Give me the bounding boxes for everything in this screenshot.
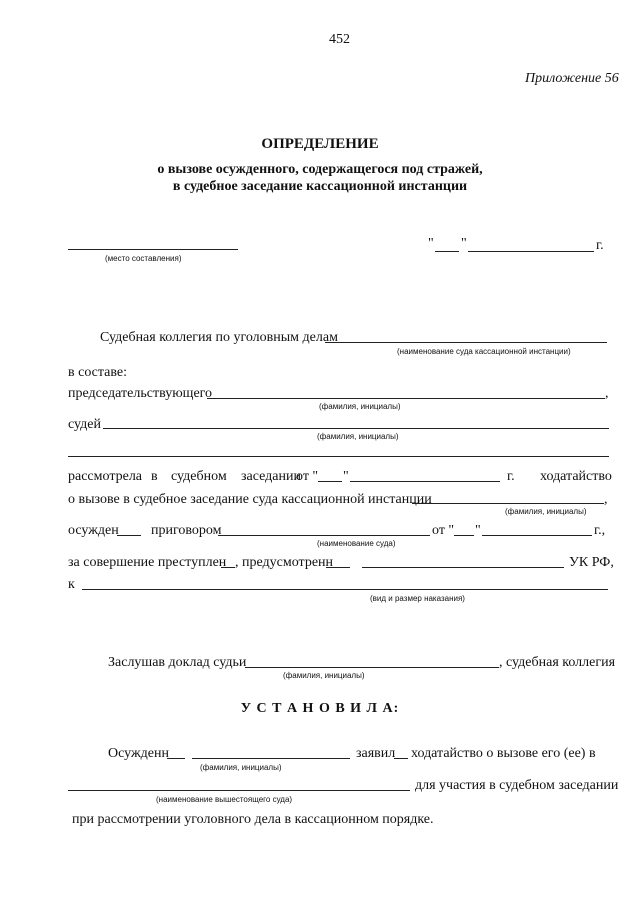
reviewed-day-line[interactable]: [318, 481, 342, 482]
reviewed-word-2: в: [151, 469, 158, 484]
sentence-day-line[interactable]: [454, 535, 474, 536]
chair-label: председательствующего: [68, 386, 213, 401]
reviewed-word-1: рассмотрела: [68, 469, 143, 484]
date-year-suffix: г.: [596, 238, 604, 253]
convict-name-line[interactable]: [192, 758, 350, 759]
crime-label: за совершение преступлен: [68, 555, 227, 570]
judges-line-2[interactable]: [68, 456, 609, 457]
collegium-line[interactable]: [325, 342, 607, 343]
collegium-label: Судебная коллегия по уголовным делам: [100, 330, 338, 345]
convict-label: Осужденн: [108, 746, 169, 761]
document-subtitle-line2: в судебное заседание кассационной инстанции: [172, 179, 468, 194]
report-label: Заслушав доклад судьи: [108, 655, 247, 670]
place-line[interactable]: [68, 249, 238, 250]
provided-label: предусмотренн: [242, 555, 334, 570]
sentence-from: от ": [432, 523, 455, 538]
collegium-caption: (наименование суда кассационной инстанции): [397, 347, 571, 356]
k-punishment-line[interactable]: [82, 589, 608, 590]
date-quote-close: ": [461, 236, 467, 251]
provided-ending-line[interactable]: [326, 567, 350, 568]
chair-end: ,: [605, 386, 609, 401]
chair-caption: (фамилия, инициалы): [319, 402, 401, 411]
composition-label: в составе:: [68, 365, 128, 380]
summon-caption: (фамилия, инициалы): [505, 507, 587, 516]
sentence-quote-close: ": [475, 523, 481, 538]
reviewed-word-3: судебном: [171, 469, 227, 484]
sentence-month-line[interactable]: [482, 535, 592, 536]
crime-article-line[interactable]: [362, 567, 564, 568]
crime-comma: ,: [235, 555, 239, 570]
summon-end: ,: [604, 492, 608, 507]
date-quote-open: ": [428, 236, 434, 251]
sentence-year: г.,: [594, 523, 606, 538]
place-caption: (место составления): [105, 254, 182, 263]
summon-label: о вызове в судебное заседание суда кассационной инстанции: [68, 492, 432, 507]
declared-text: ходатайство о вызове его (ее) в: [411, 746, 596, 761]
higher-court-caption: (наименование вышестоящего суда): [156, 795, 293, 804]
date-month-year-line[interactable]: [468, 251, 594, 252]
sentence-caption: (наименование суда): [317, 539, 396, 548]
report-end: , судебная коллегия: [499, 655, 616, 670]
page-number: 452: [329, 32, 350, 47]
final-text: при рассмотрении уголовного дела в кассационном порядке.: [72, 812, 434, 827]
k-caption: (вид и размер наказания): [370, 594, 465, 603]
date-day-line[interactable]: [435, 251, 459, 252]
crime-code: УК РФ,: [569, 555, 614, 570]
declared-label: заявил: [356, 746, 396, 761]
chair-line[interactable]: [207, 398, 605, 399]
reviewed-month-line[interactable]: [350, 481, 500, 482]
convict-caption: (фамилия, инициалы): [200, 763, 282, 772]
sentence-label: приговором: [151, 523, 222, 538]
reviewed-quote-close: ": [343, 469, 349, 484]
declared-ending-line[interactable]: [394, 758, 408, 759]
judges-caption: (фамилия, инициалы): [317, 432, 399, 441]
document-subtitle-line1: о вызове осужденного, содержащегося под стражей,: [157, 162, 483, 177]
reviewed-from: от ": [296, 469, 319, 484]
higher-court-line[interactable]: [68, 790, 410, 791]
reviewed-petition: ходатайство: [540, 469, 612, 484]
judges-label: судей: [68, 417, 101, 432]
convicted-label: осужден: [68, 523, 119, 538]
crime-ending-line[interactable]: [221, 567, 235, 568]
sentence-court-line[interactable]: [218, 535, 430, 536]
summon-line[interactable]: [412, 503, 604, 504]
appendix-label: Приложение 56: [525, 71, 619, 86]
convict-ending-line[interactable]: [167, 758, 185, 759]
report-judge-line[interactable]: [245, 667, 499, 668]
participation-text: для участия в судебном заседании: [415, 778, 619, 793]
report-caption: (фамилия, инициалы): [283, 671, 365, 680]
document-title: ОПРЕДЕЛЕНИЕ: [261, 136, 379, 152]
reviewed-year: г.: [507, 469, 515, 484]
convicted-ending-line[interactable]: [117, 535, 141, 536]
established-heading: У С Т А Н О В И Л А:: [240, 701, 400, 716]
reviewed-word-4: заседании: [241, 469, 301, 484]
k-label: к: [68, 577, 75, 592]
judges-line[interactable]: [103, 428, 609, 429]
